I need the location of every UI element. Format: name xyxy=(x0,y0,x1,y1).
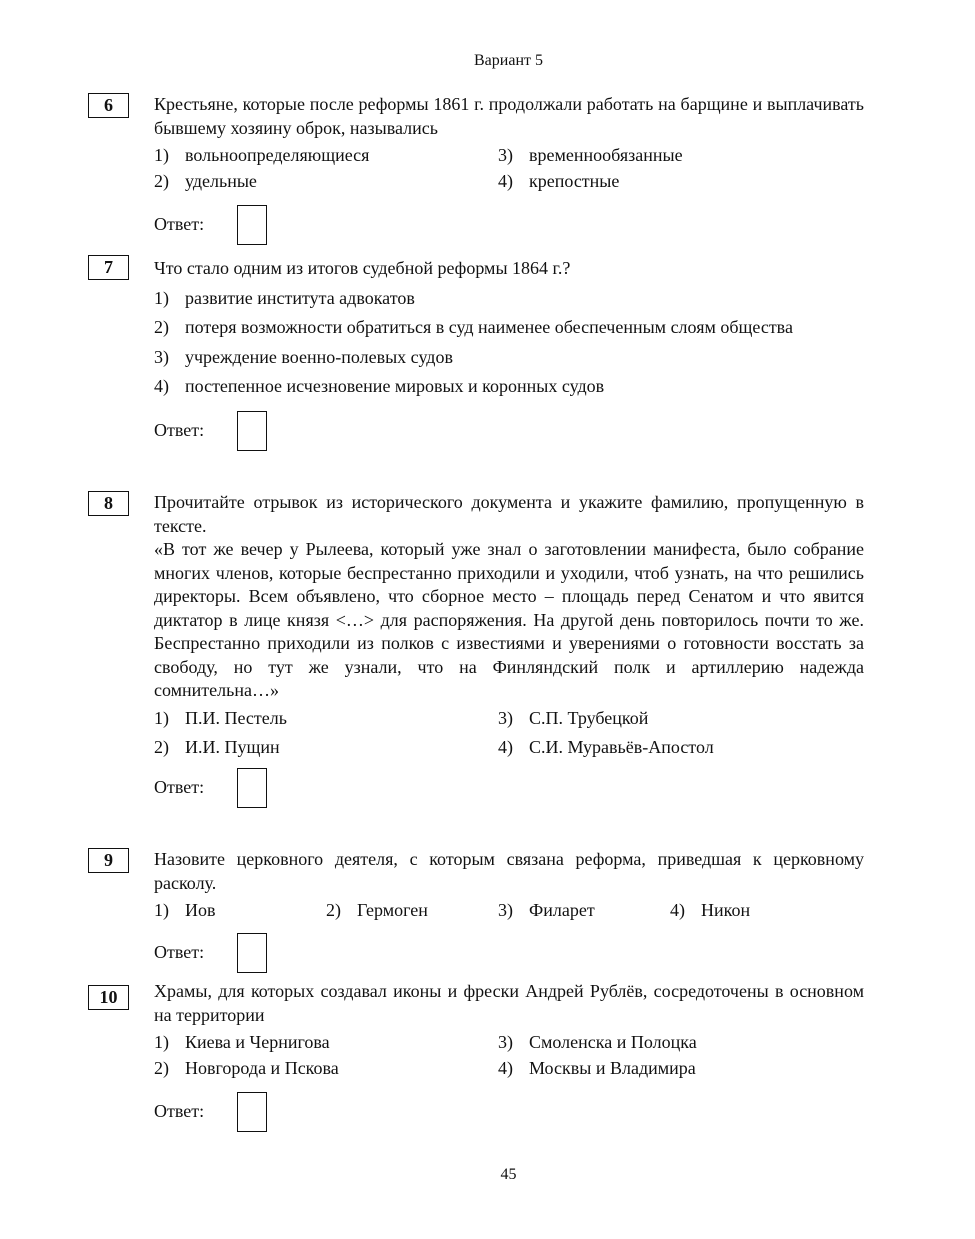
task-number: 9 xyxy=(88,848,129,873)
answer-box[interactable] xyxy=(237,205,267,245)
option: 1) П.И. Пестель xyxy=(154,707,287,728)
question-text: Прочитайте отрывок из исторического документа и укажите фамилию, пропущенную в тексте. xyxy=(154,492,864,536)
option: 2) удельные xyxy=(154,170,257,191)
option: 4) постепенное исчезновение мировых и коронных судов xyxy=(154,376,605,396)
option: 3) С.П. Трубецкой xyxy=(498,707,649,728)
answer-box[interactable] xyxy=(237,1092,267,1132)
option: 1) Иов xyxy=(154,900,216,920)
option: 4) крепостные xyxy=(498,170,620,191)
page-number: 45 xyxy=(500,1166,517,1183)
options-list xyxy=(154,287,864,399)
option: 1) Киева и Чернигова xyxy=(154,1032,330,1052)
option: 3) временнообязанные xyxy=(498,145,683,165)
answer-label: Ответ: xyxy=(154,1101,205,1122)
option: 4) Никон xyxy=(670,900,751,920)
answer-box[interactable] xyxy=(237,411,267,451)
task-number: 8 xyxy=(88,491,129,516)
answer-label: Ответ: xyxy=(154,776,205,797)
answer-row xyxy=(154,205,864,245)
options-list xyxy=(154,899,864,923)
answer-row xyxy=(154,768,864,808)
question-text: Назовите церковного деятеля, с которым связана реформа, приведшая к церковному расколу. xyxy=(154,849,864,893)
question-text: Крестьяне, которые после реформы 1861 г. продолжали работать на барщине и выплачивать бывшему хозяину оброк, назывались xyxy=(154,94,864,138)
question-text: Что стало одним из итогов судебной реформы 1864 г.? xyxy=(154,258,571,278)
options-list xyxy=(154,144,864,193)
option: 1) развитие института адвокатов xyxy=(154,287,415,308)
answer-label: Ответ: xyxy=(154,419,205,440)
option: 3) учреждение военно-полевых судов xyxy=(154,346,453,367)
option: 1) вольноопределяющиеся xyxy=(154,145,370,165)
option: 2) потеря возможности обратиться в суд наименее обеспеченным слоям общества xyxy=(154,317,793,337)
option: 2) Гермоген xyxy=(326,900,428,920)
task-number: 7 xyxy=(88,255,129,280)
answer-label: Ответ: xyxy=(154,214,205,235)
answer-label: Ответ: xyxy=(154,941,205,962)
options-list xyxy=(154,707,864,760)
options-list xyxy=(154,1031,864,1080)
document-quote: «В тот же вечер у Рылеева, который уже знал о заготовлении манифеста, было собрание многих членов, которые беспрестанно приходили и уходили, чтоб узнать, на что решились директоры. Всем объявлено, что сборное место – площадь перед Сенатом и что явится диктатор в лице князя <…> для распоряжения. На другой день повторилось почти то же. Беспрестанно приходили из полков с известиями и уверениями о готовности восстать за свободу, но тут же узнали, что на Финляндский полк и артиллерию надежда сомнительна…» xyxy=(154,539,864,700)
answer-box[interactable] xyxy=(237,933,267,973)
option: 3) Смоленска и Полоцка xyxy=(498,1032,697,1052)
option: 4) С.И. Муравьёв-Апостол xyxy=(498,737,714,757)
page-header: Вариант 5 xyxy=(474,52,543,69)
answer-row xyxy=(154,933,864,973)
option: 3) Филарет xyxy=(498,900,595,920)
task-number: 6 xyxy=(88,93,129,118)
answer-row xyxy=(154,1092,864,1132)
option: 2) И.И. Пущин xyxy=(154,737,280,757)
answer-row xyxy=(154,411,864,451)
question-text: Храмы, для которых создавал иконы и фрески Андрей Рублёв, сосредоточены в основном на территории xyxy=(154,981,864,1025)
option: 4) Москвы и Владимира xyxy=(498,1057,696,1078)
task-number: 10 xyxy=(88,985,129,1010)
option: 2) Новгорода и Пскова xyxy=(154,1057,339,1078)
answer-box[interactable] xyxy=(237,768,267,808)
